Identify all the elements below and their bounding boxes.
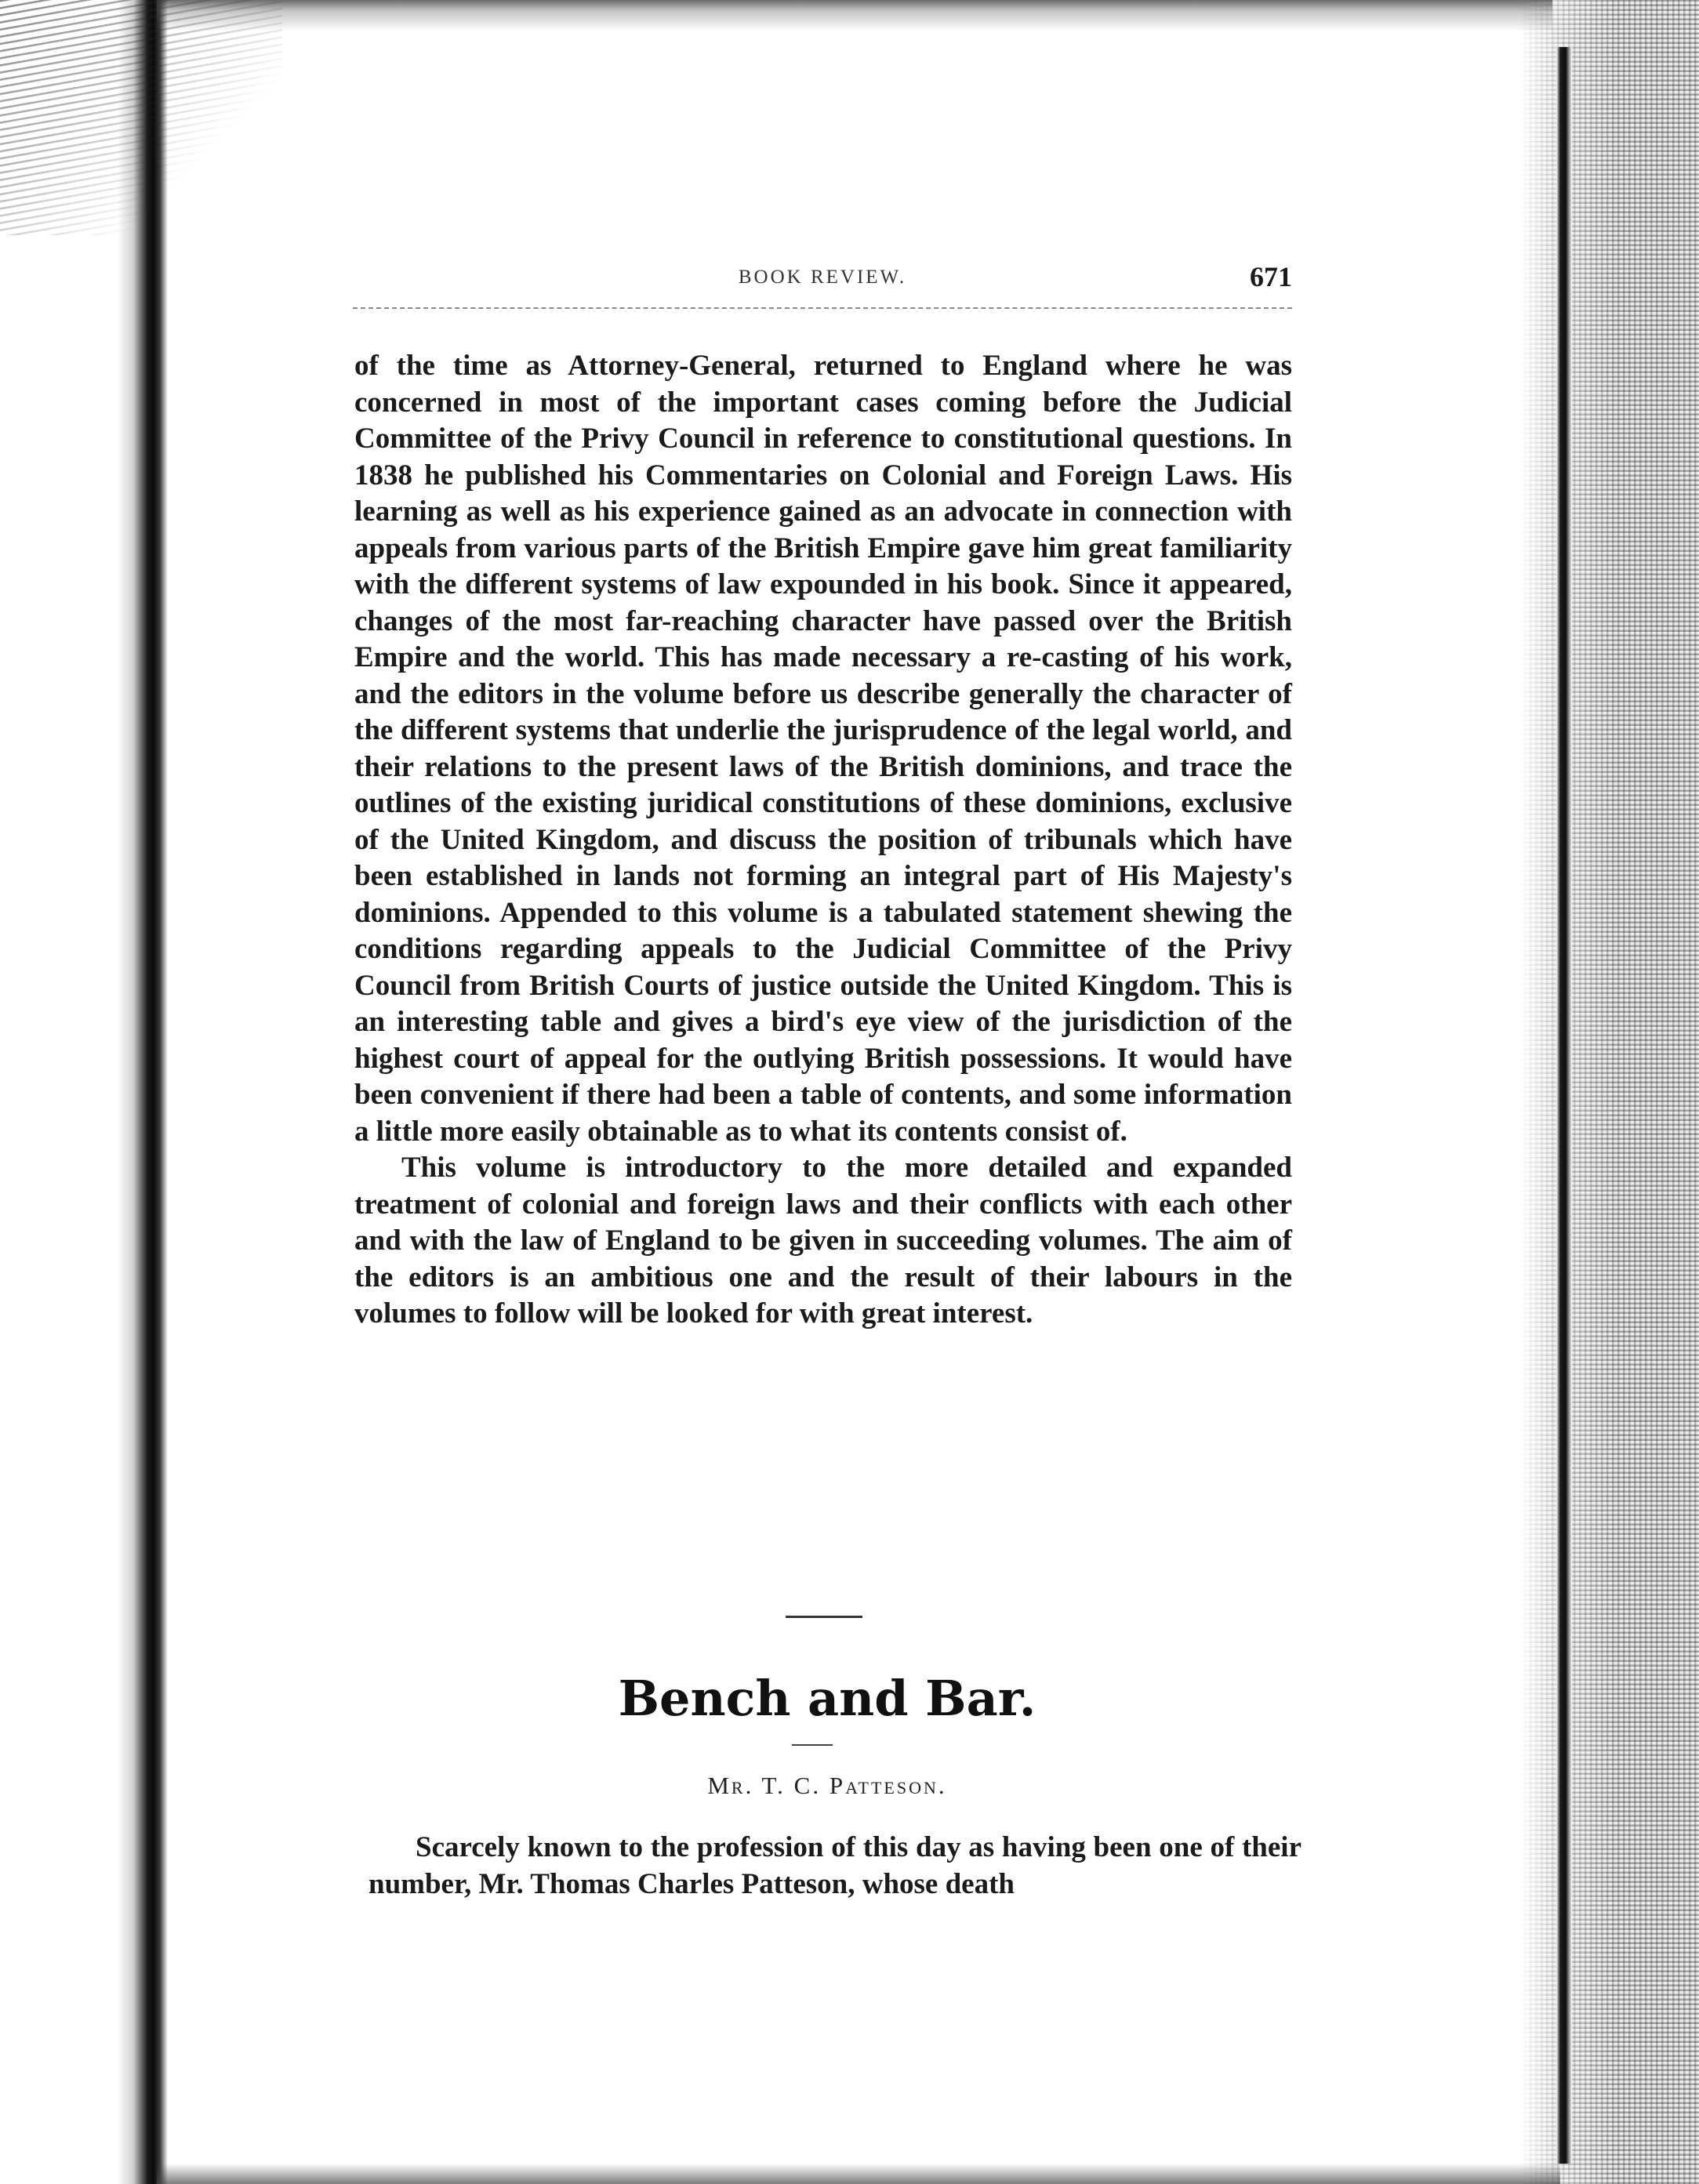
scan-shadow-top — [157, 0, 1552, 31]
review-text — [354, 348, 1292, 1333]
binding-bar-right — [1556, 47, 1572, 2164]
scan-shadow-bottom — [157, 2164, 1560, 2184]
review-paragraph-1: of the time as Attorney-General, returned to England where he was concerned in most of the important cases coming before the Judicial Committee of the Privy Council in reference to constitutional questions. In 1838 he published his Commentaries on Colonial and Foreign Laws. His learning as well as his experience gained as an advocate in connection with appeals from various parts of the British Empire gave him great familiarity with the different systems of law expounded in his book. Since it appeared, changes of the most far-reaching character have passed over the British Empire and the world. This has made necessary a re-casting of his work, and the editors in the volume before us describe generally the character of the different systems that underlie the jurisprudence of the legal world, and their relations to the present laws of the British dominions, and trace the outlines of the existing juridical constitutions of these dominions, exclusive of the United Kingdom, and discuss the position of tribunals which have been established in lands not forming an integral part of His Majesty's dominions. Appended to this volume is a tabulated statement shewing the conditions regarding appeals to the Judicial Committee of the Privy Council from British Courts of justice outside the United Kingdom. This is an interesting table and gives a bird's eye view of the jurisdiction of the highest court of appeal for the outlying British possessions. It would have been convenient if there had been a table of contents, and some information a little more easily obtainable as to what its contents consist of. — [354, 350, 1292, 1148]
article-text — [368, 1830, 1301, 1903]
binding-shadow-left — [0, 0, 180, 2184]
running-title: BOOK REVIEW. — [738, 267, 907, 288]
section-divider — [786, 1616, 862, 1618]
page-number: 671 — [1250, 261, 1292, 292]
review-paragraph-2: This volume is introductory to the more detailed and expanded treatment of colonial and foreign laws and their conflicts with each other and with the law of England to be given in succeeding volumes. The aim of the editors is an ambitious one and the result of their labours in the volumes to follow will be looked for with great interest. — [354, 1152, 1292, 1330]
running-head — [353, 260, 1292, 295]
header-divider — [353, 307, 1292, 309]
scan-edge-right — [1519, 0, 1699, 2184]
article-paragraph: Scarcely known to the profession of this day as having been one of their number, Mr. Thomas Charles Patteson, whose death — [368, 1831, 1301, 1900]
scan-noise-top-left — [0, 0, 282, 235]
article-subheading: Mr. T. C. Patteson. — [707, 1772, 947, 1799]
heading-divider — [792, 1744, 833, 1746]
section-heading: Bench and Bar. — [618, 1670, 1036, 1727]
